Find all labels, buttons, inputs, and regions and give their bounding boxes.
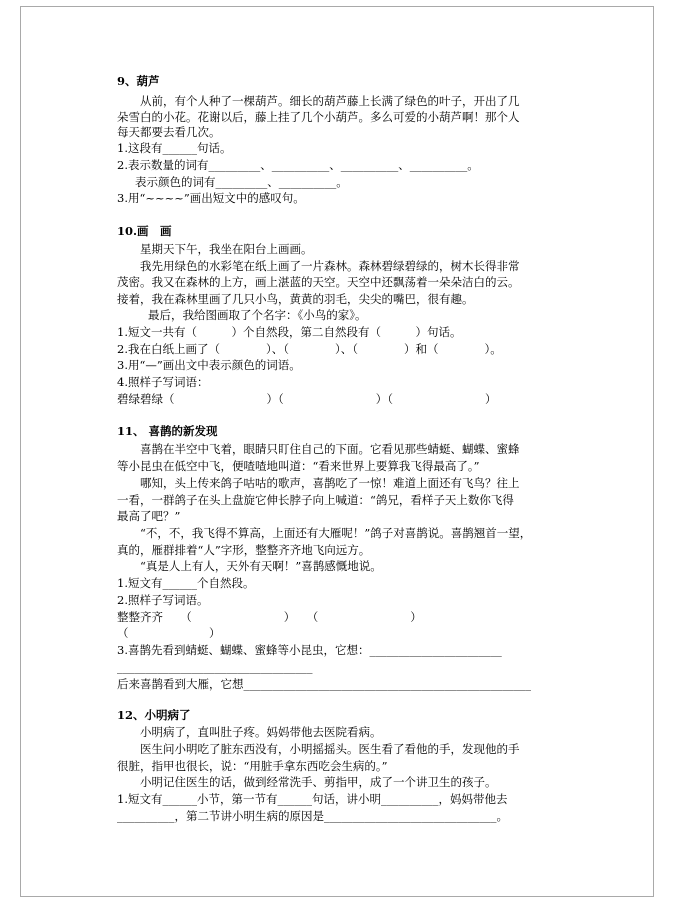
paragraph-line: 哪知，头上传来鸽子咕咕的歌声，喜鹊吃了一惊！难道上面还有飞鸟？往上 bbox=[140, 476, 520, 490]
paragraph-line: 每天都要去看几次。 bbox=[117, 125, 221, 139]
question-line: 3.用“~~~~”画出短文中的感叹句。 bbox=[117, 191, 305, 205]
section-title: 10.画 画 bbox=[117, 224, 172, 238]
paragraph-line: 茂密。我又在森林的上方，画上湛蓝的天空。天空中还飘荡着一朵朵洁白的云。 bbox=[117, 275, 520, 289]
question-line: 表示颜色的词有_________、__________。 bbox=[135, 175, 348, 189]
paragraph-line: 从前，有个人种了一棵葫芦。细长的葫芦藤上长满了绿色的叶子，开出了几 bbox=[140, 94, 520, 108]
question-line: 3.用“—”画出文中表示颜色的词语。 bbox=[117, 358, 301, 372]
paragraph-line: “不，不，我飞得不算高，上面还有大雁呢！”鸽子对喜鹊说。喜鹊翘首一望， bbox=[140, 526, 532, 540]
paragraph-line: 真的，雁群排着“人”字形，整整齐齐地飞向远方。 bbox=[117, 543, 371, 557]
paragraph-line: 等小昆虫在低空中飞，便喳喳地叫道：“看来世界上要算我飞得最高了。” bbox=[117, 459, 480, 473]
paragraph-line: 最高了吧？” bbox=[117, 509, 181, 523]
question-line: __________________________________ bbox=[117, 660, 313, 674]
paragraph-line: 一看，一群鸽子在头上盘旋它伸长脖子向上喊道：“鸽兄，看样子天上数你飞得 bbox=[117, 493, 514, 507]
question-line: __________，第二节讲小明生病的原因是______________________________。 bbox=[117, 809, 508, 823]
question-line: 碧绿碧绿（ ）（ ）（ ） bbox=[117, 392, 497, 406]
section-title: 12、小明病了 bbox=[117, 708, 191, 722]
paragraph-line: 小明病了，直叫肚子疼。妈妈带他去医院看病。 bbox=[140, 725, 382, 739]
question-line: 后来喜鹊看到大雁，它想__________________________________________________ bbox=[117, 677, 531, 691]
section-title: 9、葫芦 bbox=[117, 74, 160, 88]
paragraph-line: 医生问小明吃了脏东西没有，小明摇摇头。医生看了看他的手，发现他的手 bbox=[140, 742, 520, 756]
question-line: 2.我在白纸上画了（ ）、（ ）、（ ）和（ ）。 bbox=[117, 342, 502, 356]
question-line: 2.照样子写词语。 bbox=[117, 593, 209, 607]
question-line: 3.喜鹊先看到蜻蜓、蝴蝶、蜜蜂等小昆虫，它想：_______________________ bbox=[117, 643, 502, 657]
paragraph-line: 星期天下午，我坐在阳台上画画。 bbox=[140, 242, 313, 256]
paragraph-line: 朵雪白的小花。花谢以后，藤上挂了几个小葫芦。多么可爱的小葫芦啊！那个人 bbox=[117, 110, 520, 124]
question-line: 1.短文有______小节，第一节有______句话，讲小明__________，妈妈带他去 bbox=[117, 792, 508, 806]
paragraph-line: 很脏，指甲也很长，说：“用脏手拿东西吃会生病的。” bbox=[117, 759, 388, 773]
question-line: 2.表示数量的词有_________、__________、__________、__________。 bbox=[117, 158, 479, 172]
paragraph-line: 最后，我给图画取了个名字：《小鸟的家》。 bbox=[148, 308, 367, 322]
paragraph-line: 小明记住医生的话，做到经常洗手、剪指甲，成了一个讲卫生的孩子。 bbox=[140, 775, 497, 789]
question-line: 整整齐齐 （ ） （ ） bbox=[117, 610, 422, 624]
paragraph-line: 接着，我在森林里画了几只小鸟，黄黄的羽毛，尖尖的嘴巴，很有趣。 bbox=[117, 292, 474, 306]
question-line: 1.这段有______句话。 bbox=[117, 141, 232, 155]
question-line: （ ） bbox=[117, 626, 221, 640]
paragraph-line: “真是人上有人，天外有天啊！”喜鹊感慨地说。 bbox=[140, 559, 382, 573]
paragraph-line: 喜鹊在半空中飞着，眼睛只盯住自己的下面。它看见那些蜻蜓、蝴蝶、蜜蜂 bbox=[140, 442, 520, 456]
section-title: 11、 喜鹊的新发现 bbox=[117, 424, 218, 438]
question-line: 1.短文一共有（ ）个自然段，第二自然段有（ ）句话。 bbox=[117, 325, 462, 339]
question-line: 1.短文有______个自然段。 bbox=[117, 576, 255, 590]
paragraph-line: 我先用绿色的水彩笔在纸上画了一片森林。森林碧绿碧绿的，树木长得非常 bbox=[140, 259, 520, 273]
question-line: 4.照样子写词语： bbox=[117, 375, 209, 389]
